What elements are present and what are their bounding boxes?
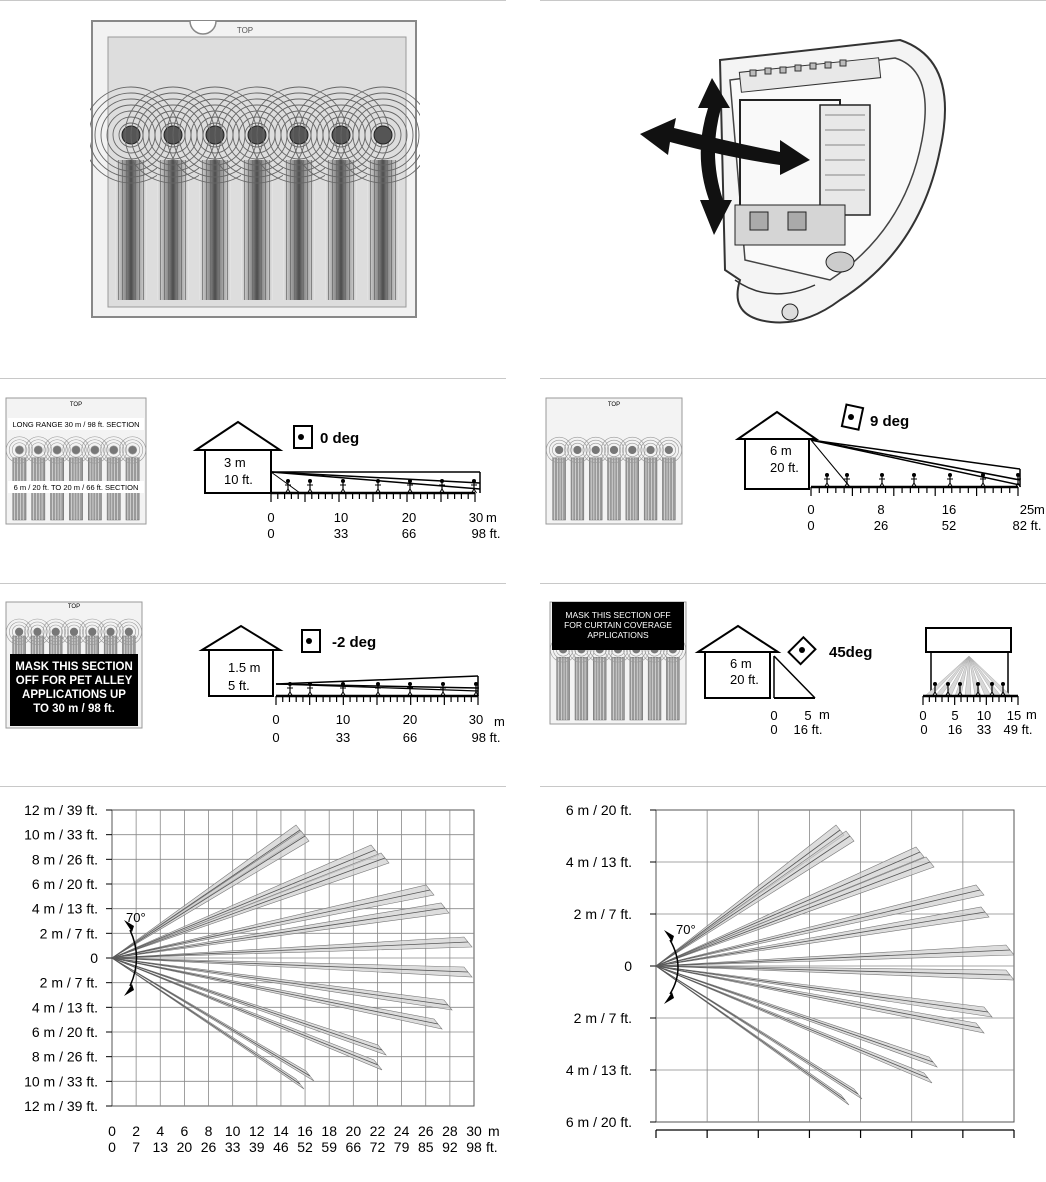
mounting-height-m: 3 m: [224, 455, 246, 470]
person-icon: [471, 479, 477, 493]
axis-tick-ft: 82 ft.: [1012, 518, 1042, 533]
tilt-angle-label: 9 deg: [870, 413, 910, 430]
axis-tick-ft: 33: [333, 526, 349, 541]
mounting-height-ft: 10 ft.: [224, 472, 253, 487]
y-axis-label: 2 m / 7 ft.: [573, 1010, 632, 1026]
x-axis-label-ft: 79: [393, 1139, 410, 1155]
x-axis-label-ft: 26: [200, 1139, 217, 1155]
axis-tick-m: 16: [941, 502, 957, 517]
axis-tick-ft: 33: [976, 722, 992, 737]
axis-tick-m: 0: [807, 502, 815, 517]
axis-tick-ft: 98 ft.: [471, 730, 501, 745]
y-axis-label: 6 m / 20 ft.: [565, 802, 632, 818]
y-axis-label: 4 m / 13 ft.: [565, 854, 632, 870]
person-icon: [947, 473, 953, 487]
detector-tilt-icon: [294, 426, 312, 448]
svg-text:OFF FOR PET ALLEY: OFF FOR PET ALLEY: [15, 675, 133, 687]
y-axis-label: 4 m / 13 ft.: [31, 900, 98, 917]
coverage-side-view: [774, 656, 815, 698]
x-axis-label-m: 18: [321, 1123, 337, 1139]
axis-unit-m: m: [1034, 502, 1045, 517]
lens-long-range-thumbnail: [6, 398, 146, 524]
axis-tick-ft: 33: [335, 730, 351, 745]
mounting-height-ft: 20 ft.: [770, 460, 799, 475]
y-axis-label: 0: [624, 958, 632, 974]
y-axis-label: 12 m / 39 ft.: [24, 802, 98, 818]
y-axis-label: 4 m / 13 ft.: [565, 1062, 632, 1078]
detector-tilt-icon: [789, 637, 816, 664]
x-axis-label-m: 16: [297, 1123, 313, 1139]
y-axis-label: 10 m / 33 ft.: [24, 826, 98, 843]
axis-tick-ft: 26: [873, 518, 889, 533]
tilt-0-panel: [0, 392, 506, 552]
axis-tick-m: 0: [770, 708, 778, 723]
x-axis-label-ft: 98: [466, 1139, 482, 1155]
axis-tick-ft: 49 ft.: [1003, 722, 1033, 737]
y-axis-label: 6 m / 20 ft.: [31, 876, 98, 892]
axis-tick-m: 25: [1019, 502, 1035, 517]
y-axis-label: 0: [90, 950, 98, 966]
detector-tilt-icon: [302, 630, 320, 652]
person-icon: [980, 473, 986, 487]
y-axis-label: 8 m / 26 ft.: [31, 851, 98, 868]
axis-tick-m: 0: [919, 708, 927, 723]
detector-housing-illustration: [630, 30, 960, 340]
x-axis-label-ft: 52: [297, 1139, 313, 1155]
svg-text:APPLICATIONS: APPLICATIONS: [587, 630, 649, 640]
y-axis-label: 10 m / 33 ft.: [24, 1073, 98, 1090]
coverage-side-view: [811, 440, 1020, 487]
person-icon: [340, 479, 346, 493]
lens-top-label: TOP: [236, 26, 254, 35]
tilt-minus-2-panel: [0, 596, 506, 756]
lens-top-label: TOP: [69, 402, 83, 408]
x-axis-label-ft: 7: [132, 1139, 141, 1155]
lens-panel: [90, 15, 420, 320]
person-icon: [407, 479, 413, 493]
axis-tick-m: 0: [267, 510, 275, 525]
svg-text:MASK THIS SECTION: MASK THIS SECTION: [15, 661, 133, 673]
x-axis-label-m: 6: [180, 1123, 189, 1139]
lens-illustration: [90, 15, 420, 320]
curtain-front-view: [925, 628, 1011, 696]
detector-tilt-icon: [842, 405, 863, 430]
tilt-45-curtain-panel: [540, 596, 1046, 756]
x-axis-label-ft: 13: [152, 1139, 169, 1155]
x-axis-unit-ft: ft.: [486, 1139, 498, 1155]
coverage-side-view: [271, 472, 480, 493]
axis-unit-m: m: [494, 714, 505, 729]
lens-thumbnail: [546, 398, 682, 524]
mounting-height-m: 1.5 m: [228, 660, 261, 675]
axis-tick-ft: 98 ft.: [471, 526, 501, 541]
lens-top-label: TOP: [607, 402, 621, 408]
detector-housing-panel: [630, 30, 960, 340]
x-axis-label-ft: 92: [442, 1139, 458, 1155]
x-axis-label-m: 10: [224, 1123, 241, 1139]
tilt-angle-label: -2 deg: [332, 634, 377, 651]
person-icon: [844, 473, 850, 487]
axis-tick-ft: 66: [402, 730, 418, 745]
person-icon: [879, 473, 885, 487]
short-range-section-label: 6 m / 20 ft. TO 20 m / 66 ft. SECTION: [13, 483, 139, 492]
x-axis-label-ft: 85: [417, 1139, 434, 1155]
person-icon: [911, 473, 917, 487]
lens-curtain-thumbnail: [550, 602, 686, 724]
axis-tick-m: 30: [468, 712, 484, 727]
axis-tick-m: 30: [468, 510, 484, 525]
curtain-axis-unit-m: m: [1026, 707, 1037, 722]
axis-tick-m: 10: [976, 708, 992, 723]
svg-text:FOR CURTAIN COVERAGE: FOR CURTAIN COVERAGE: [564, 620, 672, 630]
axis-tick-ft: 0: [920, 722, 928, 737]
x-axis-label-m: 8: [204, 1123, 213, 1139]
person-icon: [307, 479, 313, 493]
long-range-section-label: LONG RANGE 30 m / 98 ft. SECTION: [12, 420, 140, 429]
axis-tick-ft: 52: [941, 518, 957, 533]
y-axis-label: 6 m / 20 ft.: [31, 1024, 98, 1040]
axis-tick-ft: 16: [947, 722, 963, 737]
x-axis-label-m: 2: [132, 1123, 141, 1139]
axis-tick-ft: 0: [267, 526, 275, 541]
axis-tick-m: 20: [402, 712, 418, 727]
y-axis-label: 6 m / 20 ft.: [565, 1114, 632, 1130]
x-axis-label-ft: 20: [176, 1139, 193, 1155]
mounting-height-m: 6 m: [730, 656, 752, 671]
y-axis-label: 2 m / 7 ft.: [573, 906, 632, 922]
coverage-angle-label: 70°: [126, 910, 146, 925]
x-axis-label-ft: 59: [321, 1139, 337, 1155]
axis-tick-m: 20: [401, 510, 417, 525]
axis-tick-ft: 0: [807, 518, 815, 533]
y-axis-label: 2 m / 7 ft.: [39, 925, 98, 942]
axis-tick-ft: 0: [272, 730, 280, 745]
x-axis-label-m: 26: [417, 1123, 434, 1139]
x-axis-unit-m: m: [488, 1123, 500, 1139]
mounting-height-m: 6 m: [770, 443, 792, 458]
svg-text:APPLICATIONS UP: APPLICATIONS UP: [22, 689, 126, 701]
person-icon: [375, 682, 381, 696]
tilt-angle-label: 0 deg: [320, 430, 360, 447]
x-axis-label-ft: 72: [369, 1139, 386, 1155]
svg-text:TO 30 m / 98 ft.: TO 30 m / 98 ft.: [33, 703, 115, 715]
x-axis-label-m: 14: [273, 1123, 289, 1139]
person-icon: [440, 682, 446, 696]
mounting-height-ft: 20 ft.: [730, 672, 759, 687]
y-axis-label: 8 m / 26 ft.: [31, 1048, 98, 1065]
x-axis-label-m: 4: [156, 1123, 165, 1139]
x-axis-label-ft: 39: [249, 1139, 265, 1155]
axis-tick-m: 5: [804, 708, 812, 723]
axis-unit-m: m: [819, 707, 830, 722]
axis-tick-ft: 66: [401, 526, 417, 541]
x-axis-label-m: 24: [393, 1123, 410, 1139]
axis-tick-m: 10: [333, 510, 349, 525]
coverage-pattern-25m: [540, 800, 1046, 1170]
coverage-pattern-30m: [0, 800, 520, 1170]
x-axis-label-m: 0: [108, 1123, 116, 1139]
x-axis-label-ft: 66: [345, 1139, 362, 1155]
x-axis-label-ft: 0: [108, 1139, 116, 1155]
lens-top-label: TOP: [67, 604, 81, 610]
axis-tick-ft: 0: [770, 722, 778, 737]
tilt-9-panel: [540, 392, 1046, 552]
x-axis-label-ft: 46: [273, 1139, 289, 1155]
x-axis-label-m: 30: [466, 1123, 482, 1139]
mounting-height-ft: 5 ft.: [228, 678, 250, 693]
person-icon: [824, 473, 830, 487]
person-icon: [340, 682, 346, 696]
x-axis-label-m: 28: [442, 1123, 458, 1139]
lens-pet-alley-thumbnail: [6, 602, 142, 728]
axis-tick-m: 5: [951, 708, 959, 723]
axis-unit-m: m: [486, 510, 497, 525]
axis-tick-m: 0: [272, 712, 280, 727]
y-axis-label: 12 m / 39 ft.: [24, 1098, 98, 1114]
x-axis-label-m: 22: [369, 1123, 386, 1139]
axis-tick-m: 10: [335, 712, 351, 727]
axis-tick-m: 15: [1006, 708, 1022, 723]
axis-tick-m: 8: [877, 502, 885, 517]
axis-tick-ft: 16 ft.: [793, 722, 823, 737]
y-axis-label: 2 m / 7 ft.: [39, 974, 98, 991]
y-axis-label: 4 m / 13 ft.: [31, 999, 98, 1016]
x-axis-label-ft: 33: [224, 1139, 241, 1155]
svg-text:MASK THIS SECTION OFF: MASK THIS SECTION OFF: [565, 610, 671, 620]
tilt-angle-label: 45deg: [829, 644, 873, 661]
coverage-angle-label: 70°: [676, 922, 696, 937]
x-axis-label-m: 12: [249, 1123, 265, 1139]
x-axis-label-m: 20: [345, 1123, 362, 1139]
